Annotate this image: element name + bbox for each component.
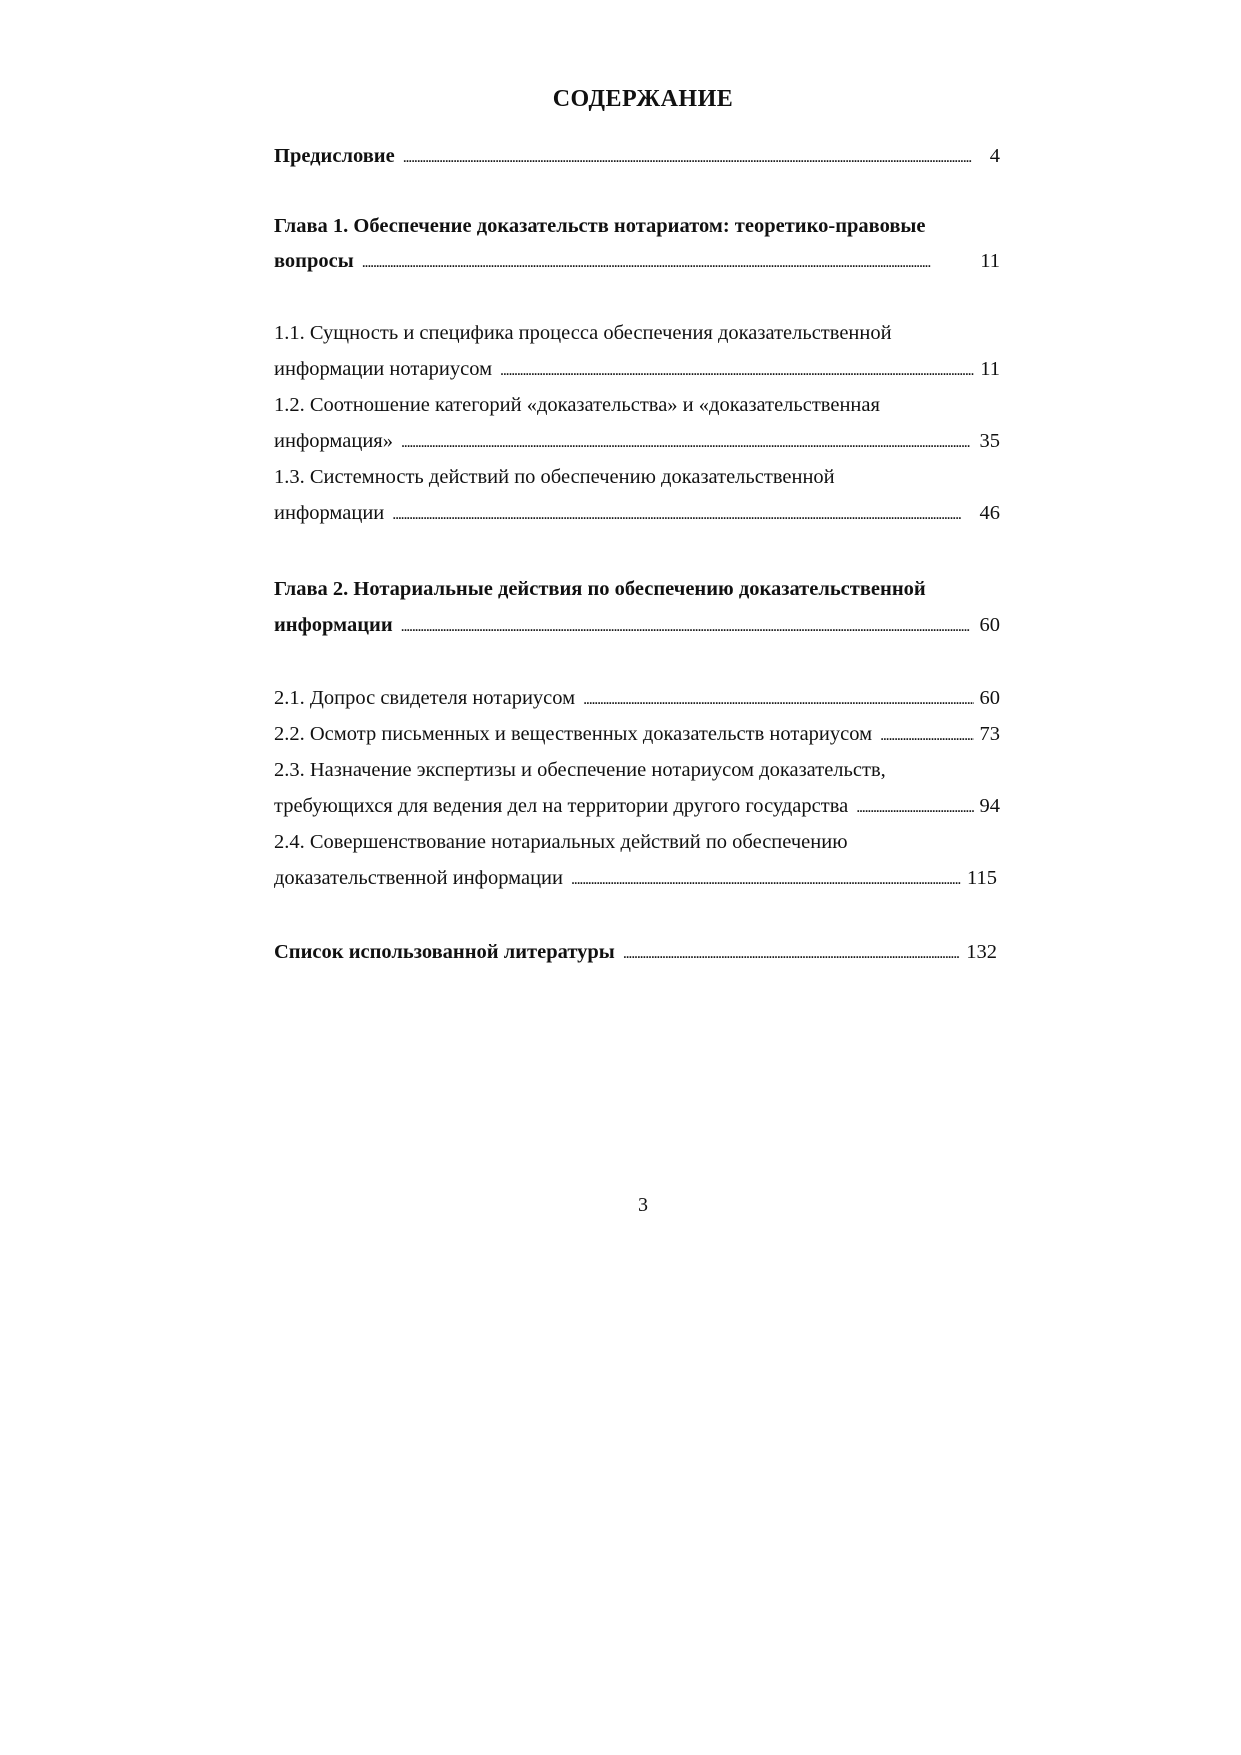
toc-entry-text: Предисловие (274, 145, 395, 167)
toc-entry-chapter-2[interactable] (274, 610, 1000, 640)
toc-entry-text: требующихся для ведения дел на территории другого государства (274, 795, 849, 817)
toc-entry-section-2-1[interactable] (274, 683, 1000, 713)
toc-page-number: 94 (979, 795, 1000, 817)
toc-page-number: 132 (966, 941, 997, 963)
toc-entry-text: информации (274, 614, 393, 636)
toc-entry-section-1-3-line-1[interactable]: 1.3. Системность действий по обеспечению доказательственной (274, 466, 835, 488)
toc-entry-section-1-1[interactable] (274, 354, 1000, 384)
toc-page-number: 60 (979, 614, 1000, 636)
toc-entry-text: 2.1. Допрос свидетеля нотариусом (274, 687, 576, 709)
toc-entry-chapter-1-line-1[interactable]: Глава 1. Обеспечение доказательств нотариатом: теоретико-правовые (274, 215, 926, 237)
dot-leader (403, 141, 984, 171)
toc-page-number: 11 (980, 358, 1000, 380)
toc-page-number: 11 (980, 250, 1000, 272)
toc-entry-preface[interactable] (274, 141, 1000, 171)
toc-entry-section-2-4-line-1[interactable]: 2.4. Совершенствование нотариальных действий по обеспечению (274, 831, 848, 853)
toc-entry-section-2-3-line-1[interactable]: 2.3. Назначение экспертизы и обеспечение нотариусом доказательств, (274, 759, 886, 781)
page-number: 3 (638, 1194, 648, 1216)
toc-entry-section-1-2[interactable] (274, 426, 1000, 456)
toc-entry-text: информации нотариусом (274, 358, 493, 380)
toc-entry-section-1-1-line-1[interactable]: 1.1. Сущность и специфика процесса обеспечения доказательственной (274, 322, 892, 344)
toc-entry-chapter-1[interactable] (274, 246, 1000, 276)
dot-leader (880, 719, 973, 749)
toc-entry-section-1-3[interactable] (274, 498, 1000, 528)
toc-page-number: 46 (979, 502, 1000, 524)
toc-entry-chapter-2-line-1[interactable]: Глава 2. Нотариальные действия по обеспечению доказательственной (274, 578, 926, 600)
toc-entry-section-2-3[interactable] (274, 791, 1000, 821)
toc-entry-section-2-2[interactable] (274, 719, 1000, 749)
dot-leader (401, 426, 974, 456)
dot-leader (571, 863, 961, 893)
dot-leader (856, 791, 973, 821)
toc-entry-text: информация» (274, 430, 393, 452)
toc-entry-text: вопросы (274, 250, 354, 272)
toc-page-number: 73 (979, 723, 1000, 745)
toc-page-number: 115 (967, 867, 997, 889)
dot-leader (623, 937, 960, 967)
toc-entry-section-1-2-line-1[interactable]: 1.2. Соотношение категорий «доказательства» и «доказательственная (274, 394, 880, 416)
dot-leader (583, 683, 973, 713)
dot-leader (362, 246, 975, 276)
dot-leader (500, 354, 974, 384)
toc-entry-references[interactable] (274, 937, 997, 967)
dot-leader (401, 610, 974, 640)
toc-entry-section-2-4[interactable] (274, 863, 997, 893)
toc-entry-text: доказательственной информации (274, 867, 563, 889)
toc-title: СОДЕРЖАНИЕ (552, 86, 734, 112)
toc-page-number: 60 (979, 687, 1000, 709)
toc-page-number: 35 (979, 430, 1000, 452)
toc-page-number: 4 (989, 145, 1000, 167)
toc-entry-text: Список использованной литературы (274, 941, 615, 963)
toc-entry-text: 2.2. Осмотр письменных и вещественных доказательств нотариусом (274, 723, 873, 745)
dot-leader (392, 498, 973, 528)
toc-entry-text: информации (274, 502, 385, 524)
